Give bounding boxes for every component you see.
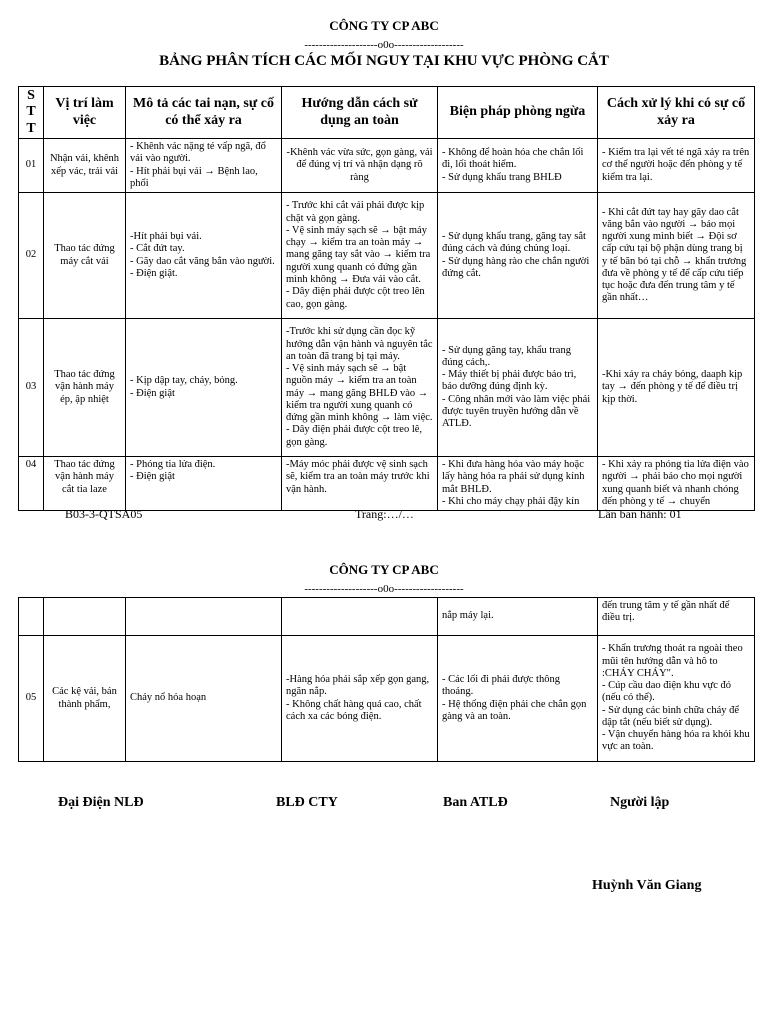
separator-page2: --------------------o0o------------------- <box>304 583 464 595</box>
row-guidance: -Khênh vác vừa sức, gọn gàng, vải để đúng vị trí và nhận dạng rõ ràng <box>282 139 438 193</box>
company-name-page2: CÔNG TY CP ABC <box>329 562 439 577</box>
row-location: Thao tác đứng máy cắt vải <box>44 193 126 319</box>
row-stt: 02 <box>19 193 44 319</box>
row-prevention: - Sử dụng găng tay, khẩu trang đúng cách,. - Máy thiết bị phải được bảo trì, bảo dưỡng đúng định kỳ. - Công nhân mới vào làm việc phải được tuyên truyền hướng dẫn về ATLĐ. <box>438 319 598 457</box>
column-header-location: Vị trí làm việc <box>44 87 126 139</box>
table-row <box>19 457 755 511</box>
row-handling: - Khẩn trương thoát ra ngoài theo mũi tên hướng dẫn và hô to :CHÁY CHÁY". - Cúp cầu dao điện khu vực đó (nếu có thể). - Sử dụng các bình chữa cháy để dập tắt (nếu biết sử dụng). - Vận chuyển hàng hóa ra khỏi khu vực an toàn. <box>598 636 755 762</box>
table-row <box>19 636 755 762</box>
table-row <box>19 193 755 319</box>
row-location: Thao tác đứng vận hành máy ép, ập nhiệt <box>44 319 126 457</box>
row-prevention: nắp máy lại. <box>438 598 598 636</box>
row-handling: đến trung tâm y tế gần nhất để điều trị. <box>598 598 755 636</box>
row-stt: 03 <box>19 319 44 457</box>
hazard-table <box>18 86 755 511</box>
table-row <box>19 598 755 636</box>
row-guidance: -Trước khi sử dụng cần đọc kỹ hướng dẫn vận hành và nguyên tắc an toàn đã trang bị tại máy. - Vệ sinh máy sạch sẽ → bật nguồn máy → kiểm tra an toàn máy → mang găng BHLĐ vào → kiểm tra người xung quanh có đứng gần mình không → làm việc. - Dây điện phải được cột treo lê, gọn gàng. <box>282 319 438 457</box>
column-header-stt: S T T <box>19 87 44 139</box>
column-header-guidance: Hướng dẫn cách sử dụng an toàn <box>282 87 438 139</box>
column-header-hazards: Mô tả các tai nạn, sự cố có thể xảy ra <box>126 87 282 139</box>
row-stt: 01 <box>19 139 44 193</box>
signature-label-safety-board: Ban ATLĐ <box>443 795 508 810</box>
table-header-row <box>19 87 755 139</box>
row-location: Các kệ vải, bán thành phẩm, <box>44 636 126 762</box>
row-guidance: - Trước khi cắt vải phải được kịp chặt và gọn gàng. - Vệ sinh máy sạch sẽ → bật máy chạy → kiểm tra an toàn máy → mang găng tay sắt vào → kiểm tra người xung quanh có đứng gần mình không → Đưa vải vào cắt. - Dây điện phải được cột treo lên cao, gọn gàng. <box>282 193 438 319</box>
row-hazards: - Kịp dập tay, cháy, bỏng. - Điện giật <box>126 319 282 457</box>
row-hazards: - Khênh vác nặng té vấp ngã, đổ vải vào người. - Hít phải bụi vải → Bệnh lao, phổi <box>126 139 282 193</box>
hazard-table-continued <box>18 597 755 762</box>
column-header-handling: Cách xử lý khi có sự cố xảy ra <box>598 87 755 139</box>
row-prevention: - Các lối đi phải được thông thoáng. - Hệ thống điện phải che chắn gọn gàng và an toàn. <box>438 636 598 762</box>
signature-label-board: BLĐ CTY <box>276 795 338 810</box>
row-handling: - Kiểm tra lại vết té ngã xảy ra trên cơ thể người hoặc đến phòng y tế kiểm tra lại. <box>598 139 755 193</box>
row-guidance: -Hàng hóa phải sắp xếp gọn gang, ngăn nắp. - Không chất hàng quá cao, chất cách xa các bóng điện. <box>282 636 438 762</box>
company-name: CÔNG TY CP ABC <box>329 18 439 33</box>
row-stt: 04 <box>19 457 44 511</box>
row-prevention: - Không để hoàn hóa che chắn lối đi, lối thoát hiểm. - Sử dụng khẩu trang BHLĐ <box>438 139 598 193</box>
row-stt: 05 <box>19 636 44 762</box>
signature-label-preparer: Người lập <box>610 795 670 810</box>
row-handling: -Khi xảy ra cháy bỏng, daaph kịp tay → đến phòng y tế để điều trị kịp thời. <box>598 319 755 457</box>
row-hazards: - Phóng tia lửa điện. - Điện giật <box>126 457 282 511</box>
table-row <box>19 139 755 193</box>
preparer-name: Huỳnh Văn Giang <box>592 878 702 893</box>
page-number: Trang:…/… <box>355 507 414 521</box>
row-location: Nhận vải, khênh xếp vác, trải vải <box>44 139 126 193</box>
column-header-prevention: Biện pháp phòng ngừa <box>438 87 598 139</box>
row-prevention: - Sử dụng khẩu trang, găng tay sắt đúng cách và đúng chủng loại. - Sử dụng hàng rào che chắn người đứng cắt. <box>438 193 598 319</box>
row-prevention: - Khi đưa hàng hóa vào máy hoặc lấy hàng hóa ra phải sử dụng kính mắt BHLĐ. - Khi cho máy chạy phải đậy kín <box>438 457 598 511</box>
row-location: Thao tác đứng vận hành máy cắt tia laze <box>44 457 126 511</box>
row-hazards: -Hít phải bụi vải. - Cắt đứt tay. - Gãy dao cắt văng bắn vào người. - Điện giật. <box>126 193 282 319</box>
document-title: BẢNG PHÂN TÍCH CÁC MỐI NGUY TẠI KHU VỰC PHÒNG CẮT <box>159 53 609 69</box>
row-handling: - Khi xảy ra phóng tia lửa điện vào người → phải báo cho mọi người xung quanh biết và nhanh chóng đến phòng y tế → chuyển <box>598 457 755 511</box>
document-code: B03-3-QTSA05 <box>65 507 143 521</box>
row-hazards: Cháy nổ hỏa hoạn <box>126 636 282 762</box>
issue-number: Lần ban hành: 01 <box>598 507 682 521</box>
table-row <box>19 319 755 457</box>
signature-label-worker-rep: Đại Điện NLĐ <box>58 795 144 810</box>
separator: --------------------o0o------------------- <box>304 39 464 51</box>
row-handling: - Khi cắt đứt tay hay gãy dao cắt văng bắn vào người → báo mọi người xung mình biết → Đội sơ cấp cứu tại bộ phận dùng trang bị y tế băn bó tại chỗ → khẩn trương đưa về phòng y tế để cấp cứu tiếp tục hoặc đưa đến trung tâm y tế gần nhất… <box>598 193 755 319</box>
row-guidance: -Máy móc phải được vệ sinh sạch sẽ, kiểm tra an toàn máy trước khi vận hành. <box>282 457 438 511</box>
